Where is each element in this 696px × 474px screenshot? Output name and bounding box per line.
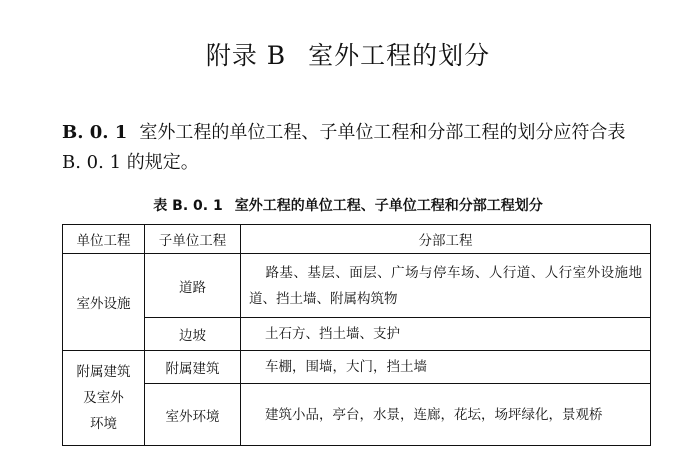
clause-paragraph — [62, 118, 642, 178]
division-table — [62, 224, 651, 446]
appendix-label: 附录 B — [205, 41, 287, 70]
parts-cell — [241, 254, 651, 318]
unit-line: 附属建筑 — [76, 364, 131, 380]
clause-text: 室外工程的单位工程、子单位工程和分部工程的划分应符合表 B. 0. 1 的规定。 — [62, 122, 626, 173]
table-header-row — [63, 225, 651, 254]
sub-unit-cell: 附属建筑 — [145, 351, 241, 384]
parts-text: 建筑小品，亭台，水景，连廊，花坛，场坪绿化，景观桥 — [265, 406, 603, 423]
table-caption-text: 室外工程的单位工程、子单位工程和分部工程划分 — [234, 198, 543, 214]
unit-cell — [63, 351, 145, 446]
table-row — [63, 254, 651, 318]
unit-cell: 室外设施 — [63, 254, 145, 351]
parts-text: 土石方、挡土墙、支护 — [265, 326, 400, 342]
header-parts: 分部工程 — [241, 225, 651, 254]
parts-cell — [241, 351, 651, 384]
clause-number: B. 0. 1 — [62, 122, 128, 143]
sub-unit-cell: 道路 — [145, 254, 241, 318]
table-row — [63, 384, 651, 446]
appendix-title — [0, 36, 696, 72]
unit-line: 及室外 — [83, 390, 124, 406]
table-caption — [0, 195, 696, 215]
parts-cell — [241, 384, 651, 446]
parts-text: 车棚，围墙，大门，挡土墙 — [265, 359, 427, 375]
parts-cell — [241, 318, 651, 351]
appendix-title-text: 室外工程的划分 — [308, 41, 491, 70]
sub-unit-cell: 室外环境 — [145, 384, 241, 446]
header-sub-unit: 子单位工程 — [145, 225, 241, 254]
table-caption-number: 表 B. 0. 1 — [153, 198, 223, 214]
parts-text: 路基、基层、面层、广场与停车场、人行道、人行室外设施地道、挡土墙、附属构筑物 — [249, 264, 642, 307]
table-row — [63, 318, 651, 351]
sub-unit-cell: 边坡 — [145, 318, 241, 351]
unit-line: 环境 — [90, 416, 117, 432]
table-row — [63, 351, 651, 384]
header-unit: 单位工程 — [63, 225, 145, 254]
